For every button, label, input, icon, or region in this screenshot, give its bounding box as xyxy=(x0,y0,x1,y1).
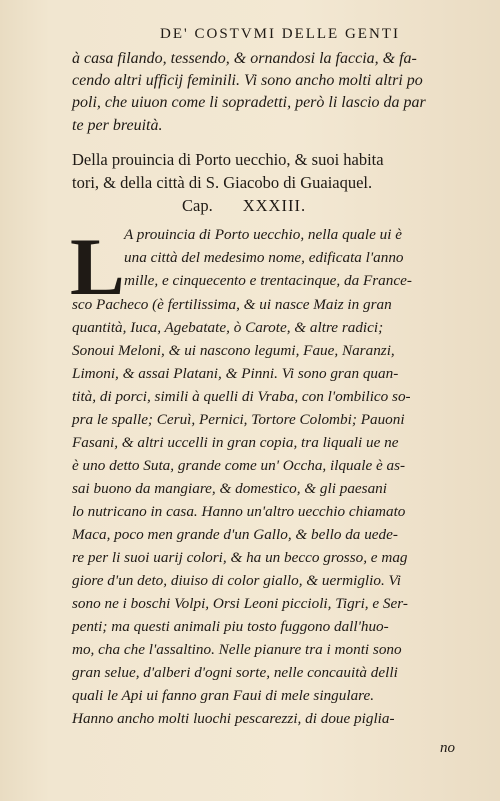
catchword: no xyxy=(440,740,455,756)
body-line: mo, cha che l'assaltino. Nelle pianure tra i monti sono xyxy=(72,641,402,658)
chapter-label-text: Cap. xyxy=(182,196,213,215)
running-head: DE' COSTVMI DELLE GENTI xyxy=(160,26,400,42)
body-line: è uno detto Suta, grande come un' Occha, ilquale è as- xyxy=(72,457,406,474)
text-line: poli, che uiuon come li sopradetti, però li lascio da par xyxy=(72,94,426,111)
text-line: te per breuità. xyxy=(72,117,163,134)
chapter-heading-line: tori, & della città di S. Giacobo di Guaiaquel. xyxy=(72,173,373,192)
drop-cap: L xyxy=(70,221,125,312)
body-line: sco Pacheco (è fertilissima, & ui nasce Maiz in gran xyxy=(72,296,392,313)
text-line: cendo altri ufficij feminili. Vi sono ancho molti altri po xyxy=(72,72,423,89)
body-line: quantità, Iuca, Agebatate, ò Carote, & altre radici; xyxy=(72,319,384,336)
body-line: Fasani, & altri uccelli in gran copia, tra liquali ue ne xyxy=(72,434,399,451)
body-line: pra le spalle; Ceruì, Pernici, Tortore Colombi; Pauoni xyxy=(72,411,405,428)
chapter-heading-line: Della prouincia di Porto uecchio, & suoi habita xyxy=(72,150,384,169)
body-line: Sonoui Meloni, & ui nascono legumi, Faue, Naranzi, xyxy=(72,342,395,359)
body-line: Limoni, & assai Platani, & Pinni. Vi sono gran quan- xyxy=(72,365,399,382)
body-line: penti; ma questi animali piu tosto fuggono dall'huo- xyxy=(72,618,389,635)
body-line: gran selue, d'alberi d'ogni sorte, nelle concauità delli xyxy=(72,664,398,681)
body-line: lo nutricano in casa. Hanno un'altro uecchio chiamato xyxy=(72,503,406,520)
body-line: una città del medesimo nome, edificata l'anno xyxy=(124,249,404,266)
body-line: tità, di porci, simili à quelli di Vraba, con l'ombilico so- xyxy=(72,388,411,405)
body-line: re per li suoi uarij colori, & ha un becco grosso, e mag xyxy=(72,549,408,566)
body-line: A prouincia di Porto uecchio, nella quale ui è xyxy=(124,226,402,243)
body-line: quali le Api ui fanno gran Faui di mele singulare. xyxy=(72,687,375,704)
text-line: à casa filando, tessendo, & ornandosi la faccia, & fa- xyxy=(72,50,417,67)
body-line: giore d'un deto, diuiso di color giallo, & uermiglio. Vi xyxy=(72,572,401,589)
body-line: Maca, poco men grande d'un Gallo, & bello da uede- xyxy=(72,526,398,543)
body-line: sono ne i boschi Volpi, Orsi Leoni piccioli, Tigri, e Ser- xyxy=(72,595,408,612)
body-line: mille, e cinquecento e trentacinque, da France- xyxy=(124,272,412,289)
chapter-label xyxy=(182,196,306,216)
body-line: Hanno ancho molti luochi pescarezzi, di doue piglia- xyxy=(72,710,395,727)
body-line: sai buono da mangiare, & domestico, & gli paesani xyxy=(72,480,387,497)
chapter-number: XXXIII. xyxy=(242,196,307,215)
